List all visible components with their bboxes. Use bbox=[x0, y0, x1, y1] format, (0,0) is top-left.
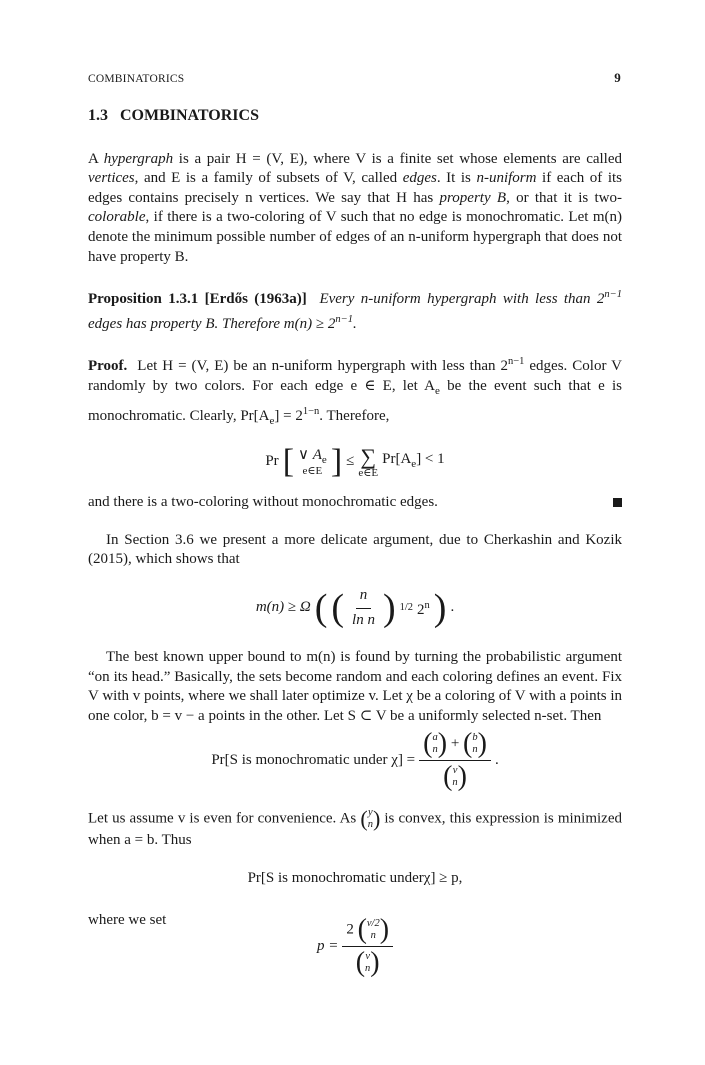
proof-paragraph: Proof. Let H = (V, E) be an n-uniform hypergraph with less than $2^{n-1}$ edges. Color V randomly by two colors. For each edge e ∈ E, let $A_e$ be the event such that e is monochromatic. Clearly, $Pr[A_e] = 2^{1-n}$. Therefore, bbox=[88, 356, 623, 427]
qed-square-icon bbox=[613, 498, 622, 507]
term-vertices: vertices bbox=[88, 170, 135, 187]
equation-lower-bound: m(n) ≥ Ω ( ( $\frac{n}{\text{ln n}}$ ) 1/2 2$^n$ ) . bbox=[255, 586, 455, 629]
term-property-b: property B bbox=[439, 189, 507, 206]
intro-paragraph: A hypergraph is a pair H = (V, E), where V is a finite set whose elements are called vertices, and E is a family of subsets of V, called edges. It is n-uniform if each of its edges contains precisely n vertices. We say that H has property B, or that it is two-colorable, if there is a two-coloring of V such that no edge is monochromatic. Let m(n) denote the minimum possible number of edges of an n-uniform hypergraph that does not have property B. bbox=[88, 150, 623, 265]
proof-conclusion: and there is a two-coloring without monochromatic edges. bbox=[88, 493, 622, 513]
term-edges: edges bbox=[402, 170, 437, 187]
section-title: COMBINATORICS bbox=[120, 107, 259, 124]
term-hypergraph: hypergraph bbox=[103, 150, 174, 167]
equation-lower-p: Pr[S is monochromatic underχ] ≥ p, bbox=[247, 870, 463, 887]
term-colorable: colorable bbox=[88, 209, 146, 226]
convexity-paragraph: Let us assume v is even for convenience. As ( y n ) is convex, this expression is minimized when a = b. Thus bbox=[88, 806, 622, 849]
running-title: COMBINATORICS bbox=[88, 73, 185, 85]
proof-label: Proof. bbox=[88, 358, 128, 375]
equation-union-bound: Pr [ ∨ $A_e$ e∈E ] ≤ ∑ e∈E $Pr[A_e] < 1$ bbox=[265, 443, 445, 481]
proposition-label: Proposition 1.3.1 [Erdős (1963a)] bbox=[88, 291, 307, 308]
equation-monochromatic-probability: Pr[S is monochromatic under χ] = ( a n ) + ( b n ) ( v n ) . bbox=[211, 728, 499, 793]
page-number: 9 bbox=[614, 70, 621, 85]
section-number: 1.3 bbox=[88, 107, 108, 124]
section-heading bbox=[88, 106, 622, 126]
where-we-set: where we set bbox=[88, 911, 167, 928]
term-n-uniform: n-uniform bbox=[476, 170, 537, 187]
proposition: Proposition 1.3.1 [Erdős (1963a)] Every n-uniform hypergraph with less than $2^{n-1}$ edges has property B. Therefore $m(n) \ge 2^{n-1}$. bbox=[88, 289, 622, 332]
section-3-6-paragraph: In Section 3.6 we present a more delicate argument, due to Cherkashin and Kozik (2015), which shows that bbox=[88, 531, 622, 568]
equation-p-definition: p = 2 ( v/2 n ) ( v n ) bbox=[88, 916, 622, 977]
main-content bbox=[88, 106, 622, 977]
running-head bbox=[88, 70, 621, 86]
upper-bound-paragraph: The best known upper bound to m(n) is found by turning the probabilistic argument “on its head.” Basically, the sets become random and each coloring defines an event. Fix V with v points, where we shall later optimize v. Let χ be a coloring of V with a points in one color, b = v − a points in the other. Let S ⊂ V be a uniformly selected n-set. Then bbox=[88, 649, 622, 724]
